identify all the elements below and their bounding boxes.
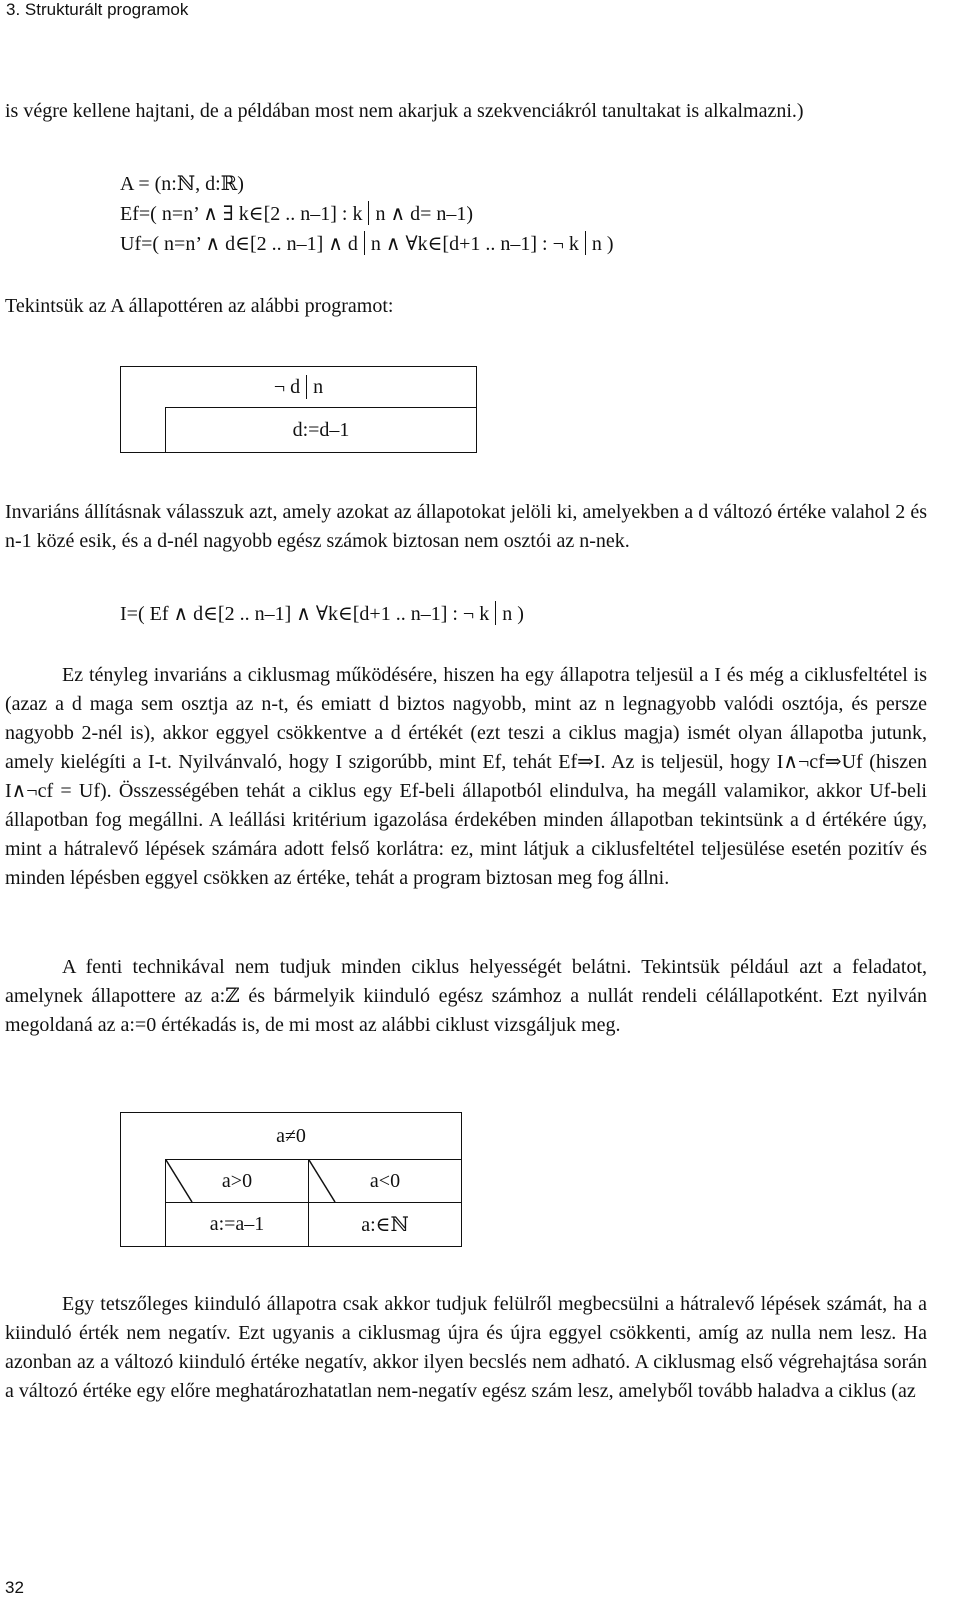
divides-symbol [495,601,496,625]
chapter-header: 3. Strukturált programok [6,0,189,19]
precondition-part-2: n ∧ d= n–1) [375,203,474,225]
loop-condition-part-2: n [313,375,324,398]
precondition-part-1: Ef=( n=n’ ∧ ∃ k∈[2 .. n–1] : k [120,203,363,225]
invariant-formula-part-1: I=( Ef ∧ d∈[2 .. n–1] ∧ ∀k∈[d+1 .. n–1] : ¬ k [120,603,490,625]
divides-symbol [364,231,365,255]
page-number: 32 [5,1578,24,1597]
divides-symbol [368,201,369,225]
paragraph-estimate: Egy tetszőleges kiinduló állapotra csak akkor tudjuk felülről megbecsülni a hátralevő lépések számát, ha a kiinduló érték nem negatív. Ezt ugyanis a ciklusmag újra és újra eggyel csökkenti, amíg az nulla nem lesz. Ha azonban az a változó kiinduló értéke negatív, akkor ilyen becslés nem adható. A ciklusmag első végrehajtása során a változó értéke egy előre meghatározhatatlan nem-negatív egész szám lesz, amelyből tovább haladva a ciklus (az [5,1293,927,1402]
intro-text: is végre kellene hajtani, de a példában most nem akarjuk a szekvenciákról tanultakat is alkalmazni.) [5,100,804,122]
invariant-formula [120,600,524,629]
postcondition-part-1: Uf=( n=n’ ∧ d∈[2 .. n–1] ∧ d [120,233,358,255]
branch-negative [308,1160,461,1246]
divides-symbol [306,375,307,399]
loop-body [165,407,476,452]
loop-condition-part-1: ¬ d [273,375,301,398]
branch-block [165,1159,461,1246]
loop-condition [121,367,476,407]
branch-condition-right: a<0 [369,1169,401,1192]
divides-symbol [585,231,586,255]
branch-positive [166,1160,308,1246]
branch-statement-right: a:∈ℕ [309,1202,461,1246]
loop-statement: d:=d–1 [292,418,350,441]
paragraph-invariant-proof: Ez tényleg invariáns a ciklusmag működésére, hiszen ha egy állapotra teljesül a I és még a ciklusfeltétel is (azaz a d maga sem osztja az n-t, és emiatt d biztos nagyobb, mint az n legnagyobb valódi osztója, és persze nagyobb 2-nél is), akkor eggyel csökkentve a d értékét (ezt teszi a ciklus magja) ismét olyan állapotba jutunk, amely kielégíti a I-t. Nyilvánvaló, hogy I szigorúbb, mint Ef, tehát Ef⇒I. Az is teljesül, hogy I∧¬cf⇒Uf (hiszen I∧¬cf = Uf). Összességében tehát a ciklus egy Ef-beli állapotból elindulva, ha megáll valamikor, akkor Uf-beli állapotban fog megállni. A leállási kritérium igazolása érdekében minden állapotban tekintsünk a d értékére úgy, mint a hátralevő lépések számára adott felső korlátra: ez, mint látjuk a ciklusfeltétel teljesülése esetén pozitív és minden lépésben eggyel csökken az értéke, tehát a program biztosan meg fog állni. [5,664,927,889]
postcondition-part-3: n ) [591,233,614,255]
loop-condition: a≠0 [276,1124,306,1147]
loop-structogram-1 [120,366,477,453]
postcondition-part-2: n ∧ ∀k∈[d+1 .. n–1] : ¬ k [370,233,579,255]
state-space-formula: A = (n:ℕ, d:ℝ) [120,173,244,195]
program-intro-text: Tekintsük az A állapottéren az alábbi programot: [5,295,394,317]
branch-condition-left: a>0 [221,1169,253,1192]
precondition-formula [120,200,473,229]
postcondition-formula [120,230,614,259]
paragraph-technique: A fenti technikával nem tudjuk minden ciklus helyességét belátni. Tekintsük például azt a feladatot, amelynek állapottere az a:ℤ és bármelyik kiinduló egész számhoz a nullát rendeli célállapotként. Ezt nyilván megoldaná az a:=0 értékadás is, de mi most az alábbi ciklust vizsgáljuk meg. [5,956,927,1036]
invariant-formula-part-2: n ) [502,603,524,625]
invariant-text: Invariáns állításnak válasszuk azt, amely azokat az állapotokat jelöli ki, amelyekben a d változó értéke valahol 2 és n-1 közé esik, és a d-nél nagyobb egész számok biztosan nem osztói az n-nek. [5,501,927,552]
branch-statement-left: a:=a–1 [166,1202,308,1246]
loop-structogram-2 [120,1112,462,1247]
